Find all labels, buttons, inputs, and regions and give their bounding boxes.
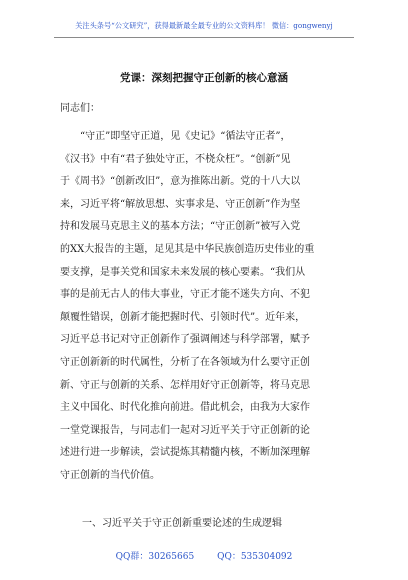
header-banner: 关注头条号“公文研究”，获得最新最全最专业的公文资料库！ 微信：gongwenyj	[75, 21, 333, 30]
salutation: 同志们：	[60, 103, 100, 114]
body-paragraph	[60, 126, 358, 488]
body-line: 《汉书》中有“君子独处守正，不桡众枉”。“创新”见	[60, 153, 291, 165]
body-line: 主义中国化、时代化推向前进。借此机会，由我为大家作	[60, 402, 310, 414]
document-title: 党课：深刻把握守正创新的核心意涵	[120, 72, 288, 84]
body-line: 述进行进一步解读，尝试提炼其精髓内核，不断加深理解	[60, 447, 310, 459]
body-line: 新、守正与创新的关系、怎样用好守正创新等，将马克思	[60, 379, 310, 391]
body-line: 来，习近平将“解放思想、实事求是、守正创新”作为坚	[60, 198, 301, 210]
footer-qq-group: QQ群：30265665	[115, 552, 195, 562]
header-divider	[54, 37, 354, 38]
body-line: “守正”即坚守正道，见《史记》“循法守正者”，	[80, 131, 291, 142]
body-line: 守正创新新的时代属性，分析了在各领域为什么要守正创	[60, 356, 310, 368]
footer-qq-contact: QQ：535304092	[217, 552, 293, 562]
body-line: 守正创新的当代价值。	[60, 469, 160, 481]
body-line: 习近平总书记对守正创新作了强调阐述与科学部署，赋予	[60, 334, 310, 346]
body-line: 于《周书》“创新改旧”，意为推陈出新。党的十八大以	[60, 176, 301, 188]
section-heading: 一、习近平关于守正创新重要论述的生成逻辑	[82, 518, 282, 529]
body-line: 持和发展马克思主义的基本方法；“守正创新”被写入党	[60, 221, 301, 233]
body-line: 的XX大报告的主题，足见其是中华民族创造历史伟业的重	[60, 243, 315, 255]
footer	[0, 549, 408, 562]
body-line: 要支撑，是事关党和国家未来发展的核心要素。“我们从	[60, 266, 306, 278]
body-line: 一堂党课报告，与同志们一起对习近平关于守正创新的论	[60, 424, 310, 436]
body-line: 事的是前无古人的伟大事业，守正才能不迷失方向、不犯	[60, 289, 310, 301]
body-line: 颠覆性错误，创新才能把握时代、引领时代”。近年来，	[60, 311, 306, 323]
